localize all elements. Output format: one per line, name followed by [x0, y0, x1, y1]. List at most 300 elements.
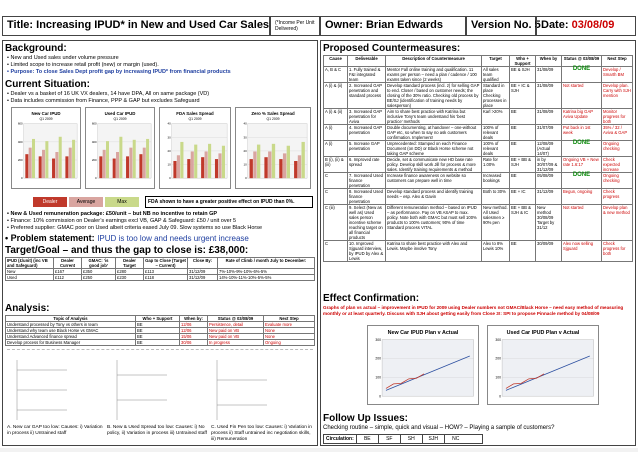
- cell: Different remuneration method – based on IPUD – as performance. Pay on VB ASAP to max. policy. Note both with GMAC but must sell 100% products to 100% customers; 90% of time Standard process VITAL: [386, 205, 482, 241]
- bar: [39, 156, 42, 178]
- page-title: Increasing IPUD* in New and Used Car Sales: [36, 19, 270, 31]
- bar: [103, 150, 106, 178]
- bar: [177, 155, 180, 178]
- cell: 3. Increased GAP penetration for Aviva: [348, 109, 386, 125]
- chart-zero-spread: [235, 107, 311, 189]
- cell: 14%-10%-11%-10%-5%-5%: [218, 275, 315, 281]
- analysis-col-next: Next Step: [264, 316, 315, 322]
- cm-row: [324, 83, 633, 109]
- target-col-rate: Rate of Climb / month July to December:: [218, 258, 315, 269]
- cause-tree-lines: [7, 350, 313, 426]
- bar: [45, 141, 48, 178]
- bar: [257, 145, 260, 179]
- cell: DONE: [562, 141, 602, 157]
- analysis-table: [5, 315, 315, 346]
- bar: [143, 148, 146, 178]
- effect-chart-title: Used Car IPUD Plan v Actual: [506, 329, 580, 336]
- cell: Rate for 1.00%: [482, 157, 510, 173]
- analysis-col-topic: Topic of Analysis: [6, 316, 136, 322]
- cm-row: [324, 173, 633, 189]
- left-column: [2, 40, 318, 446]
- cell: Ongoing: [264, 340, 315, 346]
- target-table: [5, 257, 315, 281]
- cell: £167: [54, 269, 82, 275]
- bar: [119, 137, 122, 178]
- tree-label-c: C. Used Fin Pen too low: Causes: i) Variation in process ii) Staff untrained inc negotiation skills, iii) Remuneration: [211, 425, 312, 442]
- bar: [264, 157, 267, 178]
- bar: [72, 140, 75, 178]
- cell: 15/06: [180, 334, 208, 340]
- effect-text: Graphs of plan vs actual – improvement in IPUD for 2009 using Dealer numbers not GMAC/Black Horse – need easy method of measuring monthly or at least quarterly. Discuss with SJH about getting easily from Close 3!: SPI to propose Pinnacle method by 04/08/09: [323, 305, 624, 316]
- cell: Standard in place Checking processes in place: [482, 83, 510, 109]
- tree-label-a: A. New car GAP too low: Causes: i) Variation in process ii) Untrained staff: [7, 425, 103, 436]
- cell: BE + IC & SJH: [510, 83, 536, 109]
- y-tick-label: 200: [375, 356, 382, 361]
- bar: [272, 144, 275, 178]
- legend-dealer: Dealer: [33, 197, 67, 207]
- effect-chart-new: [367, 325, 479, 405]
- analysis-heading: Analysis:: [5, 303, 50, 314]
- bar: [294, 161, 297, 178]
- y-tick-label: 0: [245, 176, 247, 181]
- bar: [208, 144, 211, 178]
- analysis-col-when: When by:: [180, 316, 208, 322]
- analysis-col-status: Status @ 03/08/09: [208, 316, 264, 322]
- target-heading: Target/Goal – and thus the gap to close is: £38,000:: [5, 245, 249, 256]
- cell: 100% of relevant deals: [482, 125, 510, 141]
- version-number: 5: [534, 19, 541, 31]
- current-item-4: • Finance: 10% commission on Dealer’s earnings excl VB, GAP & Safeguard: £50 / unit over 5: [7, 218, 237, 224]
- y-tick-label: 10: [243, 162, 247, 167]
- cell: BE: [510, 125, 536, 141]
- y-tick-label: 30: [243, 135, 247, 140]
- current-item-1: • Dealer vs a basket of 16 UK VX dealers, 14 have DPA, All on same package (VD): [7, 91, 210, 97]
- tree-label-b: B. New & Used Spread too low: Causes: i) No policy, ii) Variation in process iii) Untrained staff: [107, 425, 207, 436]
- legend-average: Average: [69, 197, 103, 207]
- cell: Put back in 1st week: [562, 125, 602, 141]
- cell: 31/12/09: [536, 189, 562, 205]
- cell: 30/06: [180, 340, 208, 346]
- cell: New method 30/08/09 Target by 31/12: [536, 205, 562, 241]
- cm-row: [324, 125, 633, 141]
- circulation-label: Circulation:: [324, 435, 357, 443]
- cell: £112: [54, 275, 82, 281]
- circ-item: SH: [401, 435, 423, 443]
- cell: £350: [82, 269, 116, 275]
- cell: A (i): [324, 141, 348, 157]
- followup-heading: Follow Up Issues:: [323, 413, 409, 424]
- circ-item: SF: [379, 435, 401, 443]
- cm-row: [324, 141, 633, 157]
- y-tick-label: 0: [499, 394, 502, 399]
- cell: 12/08/09 (Actual 14/07): [536, 141, 562, 157]
- y-tick-label: 600: [17, 121, 23, 126]
- chart-svg-2: [160, 108, 230, 188]
- bar: [32, 139, 35, 178]
- cell: 31/07/09: [536, 125, 562, 141]
- cell: None: [264, 334, 315, 340]
- bar: [25, 154, 28, 178]
- bar: [279, 159, 282, 178]
- cell: BE: [510, 173, 536, 189]
- y-tick-label: 10: [167, 162, 171, 167]
- chart-svg-0: [12, 108, 80, 188]
- cell: 2. Increased GAP penetration and standard process: [348, 83, 386, 109]
- bar: [250, 159, 253, 178]
- effect-heading: Effect Confirmation:: [323, 293, 420, 304]
- chart-title: Zero % Sales Spread: [251, 110, 295, 116]
- y-tick-label: 30: [167, 135, 171, 140]
- y-tick-label: 0: [95, 176, 97, 181]
- target-col-close: Close By:: [188, 258, 218, 269]
- cell: 7%-10%-9%-10%-6%-5%: [218, 269, 315, 275]
- target-header-row: [6, 258, 315, 269]
- bar: [146, 139, 149, 178]
- cell: 10. Improved Sjguard interview, by IPUD by Alex & Lewis: [348, 241, 386, 262]
- cell: All sales team qualified: [482, 67, 510, 83]
- current-item-5: • Preferred supplier: GMAC poor on Used albeit criteria eased July 09. Slow systems so use Black Horse: [7, 225, 263, 231]
- effect-chart-title: New Car IPUD Plan v Actual: [387, 329, 459, 336]
- y-tick-label: 300: [495, 337, 502, 342]
- cell: A (i) & (ii): [324, 109, 348, 125]
- cell: BE & SJH: [510, 67, 536, 83]
- owner-name: Brian Edwards: [365, 19, 443, 31]
- cell: A (i) & (ii): [324, 83, 348, 109]
- date-value: 03/08/09: [571, 19, 615, 31]
- cell: Understand why team use Black Horse vs GMAC: [6, 328, 136, 334]
- cm-row: [324, 109, 633, 125]
- cell: Not started: [562, 83, 602, 109]
- cm-col-cause: Cause: [324, 56, 348, 67]
- cell: £118: [144, 275, 188, 281]
- bar: [222, 146, 225, 178]
- cm-header-row: [324, 56, 633, 67]
- cell: 31/08/09: [536, 83, 562, 109]
- cell: 6. Improved rate spread: [348, 157, 386, 173]
- cell: BE: [510, 109, 536, 125]
- cell: BE: [136, 322, 180, 328]
- cm-col-target: Target: [482, 56, 510, 67]
- date-box: [536, 16, 636, 36]
- cell: 4. Increased GAP penetration: [348, 125, 386, 141]
- right-column: [320, 40, 636, 446]
- cell: BE + IC: [510, 189, 536, 205]
- cell: Double documenting, at handover – one-without GAP etc, so when to say no ask customers confirmation. Implement!: [386, 125, 482, 141]
- bar: [65, 156, 68, 178]
- cell: 35% / 32 / Aviva & GAP: [602, 125, 633, 141]
- title-label: Title:: [7, 19, 34, 31]
- chart-subtitle: Q1 2009: [266, 116, 280, 121]
- cell: £280: [116, 269, 144, 275]
- circ-item: SJH: [423, 435, 445, 443]
- cell: Develop process for Business Manager: [6, 340, 136, 346]
- y-tick-label: 20: [167, 148, 171, 153]
- countermeasures-table: [323, 55, 633, 262]
- chart-title: New Car IPUD: [31, 110, 61, 116]
- cm-col-description: Description of Countermeasure: [386, 56, 482, 67]
- owner-label: Owner:: [325, 19, 363, 31]
- bar: [268, 151, 271, 178]
- cell: 31/08/09: [536, 109, 562, 125]
- cell: 31/08/09: [536, 67, 562, 83]
- cm-row: [324, 67, 633, 83]
- current-item-3: • New & Used remuneration package: £50/unit – but NB no incentive to retain GP: [7, 211, 218, 217]
- y-tick-label: 300: [375, 337, 382, 342]
- cell: 1. Fully trained & F&I integrated team: [348, 67, 386, 83]
- cell: 12/06: [180, 322, 208, 328]
- version-box: [466, 16, 541, 36]
- target-row-used: [6, 275, 315, 281]
- y-tick-label: 600: [91, 121, 97, 126]
- bar: [29, 148, 32, 178]
- cell: 9. Select (New as well as) Used sales person incentive scheme reaching target on all financial products: [348, 205, 386, 241]
- cell: Develop standard process (incl. z) for selling GAP to end. Closer / based on customer needs; the closing of the 30% ratio. Checking old process by BE/SJ (identification of training needs by salesperson): [386, 83, 482, 109]
- cell: Katrina big GAP Aviva Update: [562, 109, 602, 125]
- cm-col-deliverable: Deliverable: [348, 56, 386, 67]
- cell: 31/12/09: [188, 275, 218, 281]
- cell: Karl >20%: [482, 109, 510, 125]
- cell: A, B & C: [324, 67, 348, 83]
- cm-col-status: Status @ 03/08/09: [562, 56, 602, 67]
- cause-tree: [7, 349, 313, 425]
- effect-svg-0: [368, 326, 478, 404]
- title-note: (*Income Per Unit Delivered): [270, 16, 320, 36]
- y-tick-label: 400: [17, 139, 23, 144]
- cell: BE + BB & SJH: [510, 157, 536, 173]
- effect-chart-used: [487, 325, 599, 405]
- target-col-current: Dealer Current: [54, 258, 82, 269]
- problem-text: IPUD is too low and needs urgent increase: [97, 234, 249, 243]
- cell: Develop standard process and identify training needs – esp. Alex & Gavin: [386, 189, 482, 205]
- background-item-1: • New and Used sales under volume pressure: [7, 55, 119, 61]
- countermeasures-heading: Proposed Countermeasures:: [323, 43, 461, 54]
- bar: [139, 154, 142, 178]
- legend-max: Max: [105, 197, 139, 207]
- bar: [69, 148, 72, 178]
- circ-item: NC: [452, 436, 460, 442]
- cell: 7. Increased Used finance penetration: [348, 173, 386, 189]
- cell: Develop / Smarth BM: [602, 67, 633, 83]
- cell: Mentor Fall online training and qualification. 11 exams per person – need a plan / cadence / 100 exams taken since (2 weeks): [386, 67, 482, 83]
- cell: Decide, set & communicate new HD base rate policy. Develop skill work Jill for process & more sales. Identify training requirements & method: [386, 157, 482, 173]
- effect-svg-1: [488, 326, 598, 404]
- bar: [106, 141, 109, 178]
- chart-svg-1: [86, 108, 154, 188]
- current-heading: Current Situation:: [5, 79, 90, 90]
- problem-statement: • Problem statement: IPUD is too low and needs urgent increase: [5, 233, 249, 243]
- cell: In progress: [208, 340, 264, 346]
- cell: B (i), (ii) & (iii): [324, 157, 348, 173]
- y-tick-label: 0: [169, 176, 171, 181]
- y-tick-label: 400: [91, 139, 97, 144]
- bar: [129, 148, 132, 178]
- title-box: [2, 16, 270, 36]
- cell: Begun, ongoing: [562, 189, 602, 205]
- owner-box: [320, 16, 466, 36]
- bar: [99, 156, 102, 178]
- cell: Check expected increase: [602, 157, 633, 173]
- y-tick-label: 200: [495, 356, 502, 361]
- chart-title: Used Car IPUD: [104, 110, 136, 116]
- cell: C: [324, 189, 348, 205]
- footer-strip: [0, 446, 638, 452]
- cell: Evaluate more: [264, 322, 315, 328]
- bar: [173, 161, 176, 178]
- y-tick-label: 0: [21, 176, 23, 181]
- cell: in by 30/07/09 & 31/12/09: [536, 157, 562, 173]
- analysis-col-who: Who + Support: [136, 316, 180, 322]
- bar: [253, 151, 256, 178]
- background-item-3: • Purpose: To close Sales Dept profit gap by increasing IPUD* from financial products: [7, 69, 231, 75]
- cell: Understand processed by Tony vs others in team: [6, 322, 136, 328]
- cell: BE: [136, 340, 180, 346]
- cell: BE: [136, 334, 180, 340]
- cell: BE + BB & SJH & IC: [510, 205, 536, 241]
- chart-used-car-ipud: [85, 107, 155, 189]
- cm-row: [324, 205, 633, 241]
- chart-subtitle: Q1 2009: [39, 116, 53, 121]
- current-item-2: • Data includes commission from Finance, PPP & GAP but excludes Safeguard: [7, 98, 200, 104]
- problem-label: Problem statement:: [10, 233, 95, 243]
- cell: Ongoing checking: [602, 173, 633, 189]
- cell: Develop plan & new method: [602, 205, 633, 241]
- followup-text: Checking routine – simple, quick and visual – HOW? – Playing a sample of customers?: [323, 425, 555, 431]
- chart-title: FDA Sales Spread: [176, 110, 214, 116]
- cell: 31/12/09: [188, 269, 218, 275]
- cell: Understand Advanced finance spread: [6, 334, 136, 340]
- bar: [218, 153, 221, 178]
- chart-subtitle: Q1 2009: [113, 116, 127, 121]
- cell: 8. Increased Used finance penetration: [348, 189, 386, 205]
- y-tick-label: 100: [375, 375, 382, 380]
- cell: Ongoing VB + New rate 1.6:17: [562, 157, 602, 173]
- cm-col-next: Next Step: [602, 56, 633, 67]
- target-col-gmac: GMAC: ‘is good job’: [82, 258, 116, 269]
- cell: Ongoing checking: [602, 141, 633, 157]
- cell: C (iii): [324, 205, 348, 241]
- bar: [215, 159, 218, 178]
- cell: Alex to 8% Lewis 10%: [482, 241, 510, 262]
- cell: BE: [136, 328, 180, 334]
- cell: A (i): [324, 125, 348, 141]
- chart-new-car-ipud: [11, 107, 81, 189]
- target-col-ipud: IPUD (£/unit) (inc VB and Safeguard): [6, 258, 54, 269]
- cell: None: [264, 328, 315, 334]
- cm-row: [324, 157, 633, 173]
- cell: Not started: [562, 205, 602, 241]
- target-col-target: Dealer Target: [116, 258, 144, 269]
- cell: DONE: [562, 67, 602, 83]
- cm-row: [324, 189, 633, 205]
- cm-col-who: Who + Support: [510, 56, 536, 67]
- bar: [287, 146, 290, 178]
- cell: New paid on VB: [208, 334, 264, 340]
- cell: 100% of relevant deals: [482, 141, 510, 157]
- bar: [205, 151, 208, 178]
- cell: BE: [510, 241, 536, 262]
- cell: Develop plan. Carry with SJH mention: [602, 83, 633, 109]
- bar: [42, 150, 45, 178]
- bar: [116, 152, 119, 178]
- date-label: Date:: [541, 19, 569, 31]
- cell: Increased bookings: [482, 173, 510, 189]
- analysis-row: [6, 340, 315, 346]
- bar: [201, 157, 204, 178]
- y-tick-label: 40: [167, 121, 171, 126]
- cell: Persistence, detail: [208, 322, 264, 328]
- plot-area: [502, 340, 594, 397]
- cell: New: [6, 269, 54, 275]
- cell: £250: [82, 275, 116, 281]
- fda-highlight: FDA shown to have a greater positive effect on IPUD than 0%.: [145, 196, 313, 208]
- cell: Check progress: [602, 189, 633, 205]
- cell: Alex now selling Sjguard: [562, 241, 602, 262]
- chart-svg-3: [236, 108, 310, 188]
- cell: Used: [6, 275, 54, 281]
- bar: [55, 152, 58, 178]
- bar: [59, 137, 62, 178]
- cell: Increase finance awareness on website so customers can prepare well in time: [386, 173, 482, 189]
- background-heading: Background:: [5, 43, 67, 54]
- bar: [52, 159, 55, 179]
- cell: Both to 30%: [482, 189, 510, 205]
- bar: [180, 142, 183, 178]
- bar: [194, 145, 197, 179]
- cell: Check progress for both: [602, 241, 633, 262]
- cell: 05/08/09: [536, 173, 562, 189]
- y-tick-label: 20: [243, 148, 247, 153]
- bar: [298, 155, 301, 178]
- bar: [191, 151, 194, 178]
- chart-fda-spread: [159, 107, 231, 189]
- circulation-bar: [323, 434, 483, 444]
- target-col-gap: Gap to Close (Target – Current): [145, 258, 186, 268]
- y-tick-label: 0: [379, 394, 382, 399]
- cell: 30/09/09: [536, 241, 562, 262]
- cell: DONE: [562, 173, 602, 189]
- bar: [113, 159, 116, 179]
- cell: £113: [144, 269, 188, 275]
- cell: New method. All Used salesmen ≥ 90% pen: [482, 205, 510, 241]
- cell: Aim to share best practice with Katrina but inclusive Tony’s team understand his ‘best practice’ methods: [386, 109, 482, 125]
- cell: Monitor progress for both: [602, 109, 633, 125]
- plot-area: [382, 340, 474, 397]
- y-tick-label: 40: [243, 121, 247, 126]
- cell: 5. Increase GAP penetration: [348, 141, 386, 157]
- cell: C: [324, 241, 348, 262]
- bar: [126, 156, 129, 178]
- bar: [187, 159, 190, 178]
- bar: [302, 142, 305, 178]
- version-label: Version No.: [471, 19, 532, 31]
- chart-subtitle: Q1 2009: [188, 116, 202, 121]
- cell: Unprecedented: Stamped on each Finance Document (on DD) or Black Horse scheme not taking GAP scheme: [386, 141, 482, 157]
- cell: New paid on VB: [208, 328, 264, 334]
- circ-item: BE: [357, 435, 379, 443]
- cell: £230: [116, 275, 144, 281]
- cell: Katrina to share best practice with Alex and Lewis. Maybe involve Tony: [386, 241, 482, 262]
- cm-row: [324, 241, 633, 262]
- y-tick-label: 100: [495, 375, 502, 380]
- bar: [283, 153, 286, 178]
- cm-col-when: When by: [536, 56, 562, 67]
- title-bar: [0, 0, 638, 42]
- background-item-2: • Limited scope to increase retail profit (new) or margin (used).: [7, 62, 159, 68]
- cell: C: [324, 173, 348, 189]
- cell: 12/06: [180, 328, 208, 334]
- y-tick-label: 200: [91, 157, 97, 162]
- bar: [133, 140, 136, 178]
